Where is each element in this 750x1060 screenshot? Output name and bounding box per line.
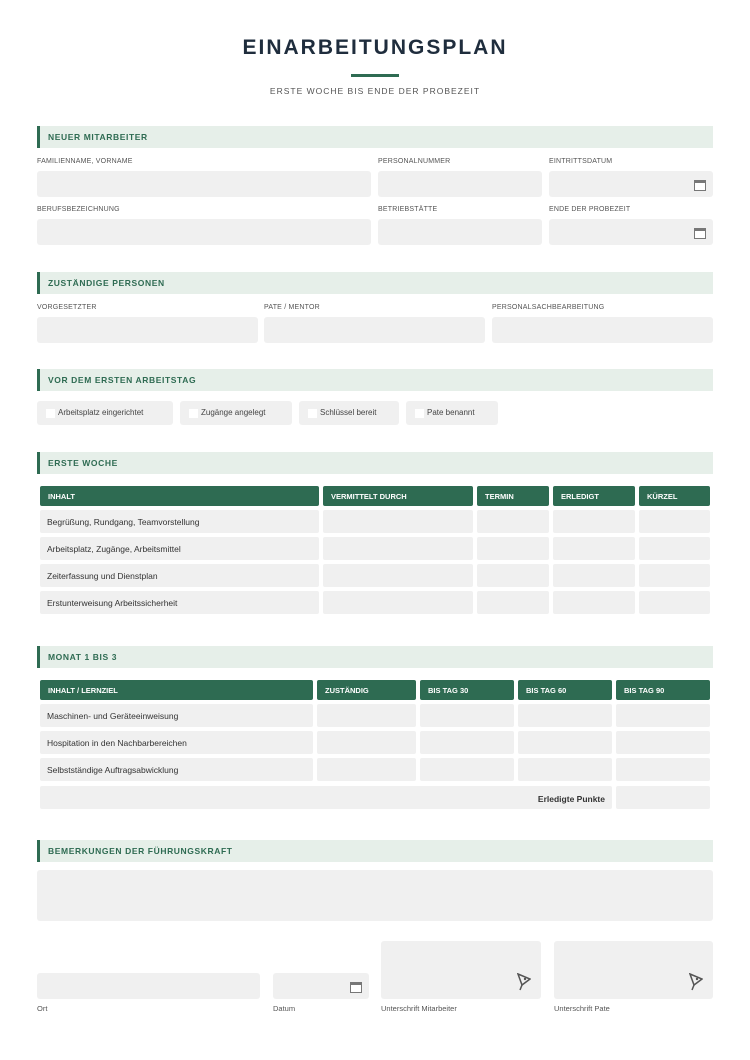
table-cell[interactable] [477,591,549,614]
table-cell[interactable] [616,758,710,781]
checkbox-label: Zugänge angelegt [201,408,266,417]
label-beruf: BERUFSBEZEICHNUNG [37,206,120,213]
table-cell: Maschinen- und Geräteeinweisung [40,704,313,727]
checkbox[interactable] [46,409,55,418]
table-cell[interactable] [323,591,473,614]
table-cell[interactable] [420,758,514,781]
table-cell[interactable] [553,510,635,533]
pen-icon[interactable] [517,973,531,991]
section-bemerkungen [37,840,713,862]
checkbox-label: Pate benannt [427,408,475,417]
column-header: INHALT [40,486,319,506]
section-neuer-mitarbeiter [37,126,713,148]
column-header: BIS TAG 30 [420,680,514,700]
table-cell[interactable] [518,731,612,754]
pen-icon[interactable] [689,973,703,991]
table-cell[interactable] [639,537,710,560]
personalnummer-field[interactable] [378,171,542,197]
section-heading: BEMERKUNGEN DER FÜHRUNGSKRAFT [48,846,233,856]
table-cell[interactable] [323,510,473,533]
table-cell[interactable] [639,591,710,614]
label-unterschrift-mitarbeiter: Unterschrift Mitarbeiter [381,1004,457,1013]
table-cell[interactable] [323,537,473,560]
beruf-field[interactable] [37,219,371,245]
table-cell[interactable] [639,564,710,587]
section-heading: MONAT 1 BIS 3 [48,652,118,662]
column-header: KÜRZEL [639,486,710,506]
summary-value-field[interactable] [616,786,710,809]
table-cell: Hospitation in den Nachbarbereichen [40,731,313,754]
table-cell[interactable] [477,510,549,533]
column-header: ZUSTÄNDIG [317,680,416,700]
checkbox-schluessel[interactable] [299,401,399,425]
table-cell[interactable] [616,731,710,754]
column-header: BIS TAG 90 [616,680,710,700]
table-cell: Erstunterweisung Arbeitssicherheit [40,591,319,614]
section-monat [37,646,713,668]
bemerkungen-textarea[interactable] [37,870,713,921]
section-heading: ZUSTÄNDIGE PERSONEN [48,278,165,288]
calendar-icon[interactable] [694,180,706,191]
table-cell: Selbstständige Auftragsabwicklung [40,758,313,781]
table-cell[interactable] [477,537,549,560]
probezeit-field[interactable] [549,219,713,245]
summary-row [40,786,612,809]
summary-label: Erledigte Punkte [537,794,605,804]
column-header: INHALT / LERNZIEL [40,680,313,700]
label-probezeit: ENDE DER PROBEZEIT [549,206,631,213]
pate-field[interactable] [264,317,485,343]
checkbox[interactable] [189,409,198,418]
checkbox-label: Arbeitsplatz eingerichtet [58,408,144,417]
table-cell[interactable] [317,758,416,781]
table-cell[interactable] [553,537,635,560]
section-vorab [37,369,713,391]
section-personen [37,272,713,294]
table-cell[interactable] [317,704,416,727]
page-title: EINARBEITUNGSPLAN [242,36,508,59]
table-cell[interactable] [420,731,514,754]
label-eintrittsdatum: EINTRITTSDATUM [549,158,613,165]
table-cell: Zeiterfassung und Dienstplan [40,564,319,587]
signature-mitarbeiter-field[interactable] [381,941,541,999]
title-divider [351,74,399,77]
label-datum: Datum [273,1004,296,1013]
label-name: FAMILIENNAME, VORNAME [37,158,133,165]
checkbox-pate[interactable] [406,401,498,425]
table-cell[interactable] [518,704,612,727]
name-field[interactable] [37,171,371,197]
checkbox[interactable] [415,409,424,418]
personalsachbearbeitung-field[interactable] [492,317,713,343]
page-subtitle: ERSTE WOCHE BIS ENDE DER PROBEZEIT [269,86,481,96]
column-header: VERMITTELT DURCH [323,486,473,506]
table-cell[interactable] [639,510,710,533]
table-cell[interactable] [420,704,514,727]
checkbox-arbeitsplatz[interactable] [37,401,173,425]
section-heading: ERSTE WOCHE [48,458,118,468]
checkbox-zugaenge[interactable] [180,401,292,425]
section-erste-woche [37,452,713,474]
checkbox-label: Schlüssel bereit [320,408,377,417]
table-cell[interactable] [317,731,416,754]
column-header: TERMIN [477,486,549,506]
vorgesetzter-field[interactable] [37,317,258,343]
label-personalnummer: PERSONALNUMMER [378,158,451,165]
label-unterschrift-pate: Unterschrift Pate [554,1004,610,1013]
table-cell[interactable] [553,564,635,587]
table-cell[interactable] [323,564,473,587]
signature-pate-field[interactable] [554,941,713,999]
label-pate: PATE / MENTOR [264,304,320,311]
calendar-icon[interactable] [694,228,706,239]
calendar-icon[interactable] [350,982,362,993]
label-vorgesetzter: VORGESETZTER [37,304,97,311]
table-cell[interactable] [518,758,612,781]
ort-field[interactable] [37,973,260,999]
label-ort: Ort [37,1004,48,1013]
table-cell: Arbeitsplatz, Zugänge, Arbeitsmittel [40,537,319,560]
checkbox[interactable] [308,409,317,418]
table-cell[interactable] [477,564,549,587]
label-personalsachbearbeitung: PERSONALSACHBEARBEITUNG [492,304,605,311]
column-header: ERLEDIGT [553,486,635,506]
section-heading: VOR DEM ERSTEN ARBEITSTAG [48,375,197,385]
table-cell: Begrüßung, Rundgang, Teamvorstellung [40,510,319,533]
column-header: BIS TAG 60 [518,680,612,700]
table-cell[interactable] [616,704,710,727]
datum-field[interactable] [273,973,369,999]
section-heading: NEUER MITARBEITER [48,132,148,142]
label-betrieb: BETRIEBSTÄTTE [378,206,438,213]
table-cell[interactable] [553,591,635,614]
betrieb-field[interactable] [378,219,542,245]
eintrittsdatum-field[interactable] [549,171,713,197]
